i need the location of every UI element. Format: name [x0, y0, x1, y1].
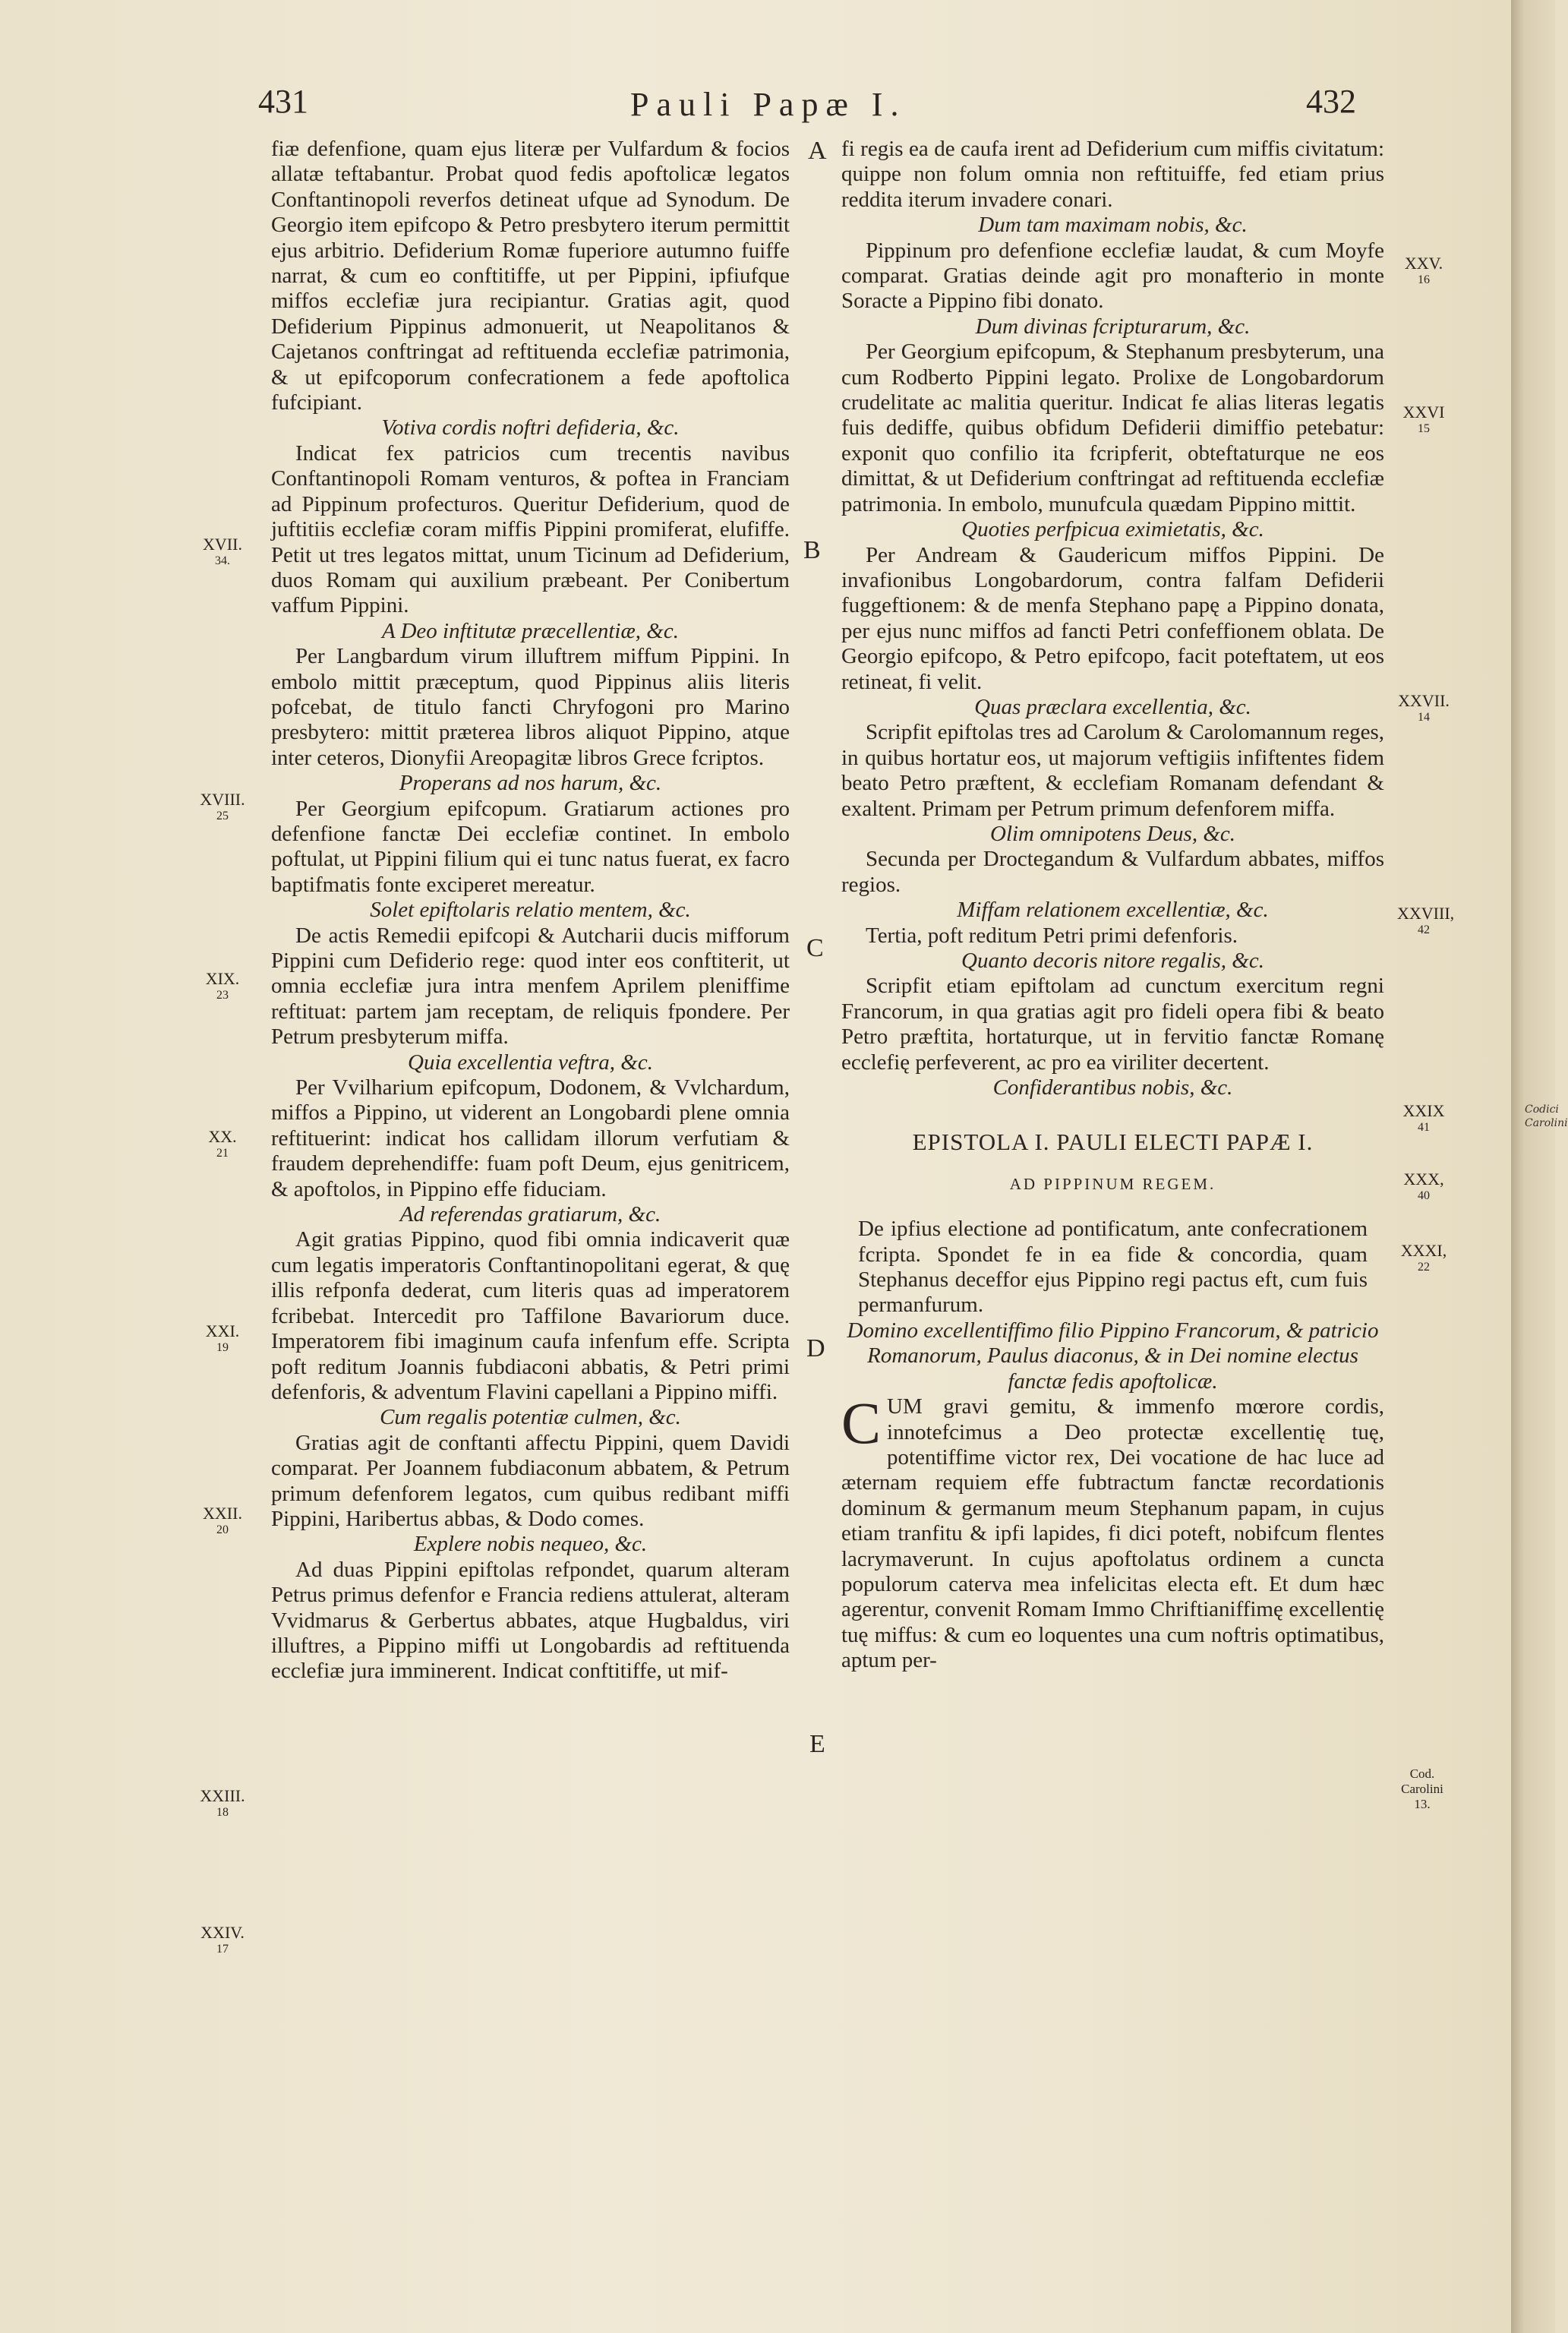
page-number-right: 432: [1306, 83, 1356, 120]
summary-paragraph: Pippinum pro defenfione ecclefiæ laudat, & cum Moyfe comparat. Gratias deinde agit pro monafterio in monte Soracte a Pippino fibi donato.: [841, 238, 1384, 314]
epistola-salutation: Domino excellentiffimo filio Pippino Francorum, & patricio Romanorum, Paulus diaconus, & in Dei nomine electus fanctæ fedis apoftolicæ.: [847, 1318, 1379, 1394]
margin-number: XXVI 15: [1402, 403, 1445, 435]
epistola-body: [841, 1390, 1384, 1673]
incipit: Olim omnipotens Deus, &c.: [990, 821, 1235, 846]
summary-paragraph: Gratias agit de conftanti affectu Pippini, quem Davidi comparat. Per Joannem fubdiaconum abbatem, & Petrum primum defenforem legatos, cum quibus redibant miffi Pippini, Haribertus abbas, & Dodo comes.: [271, 1430, 790, 1531]
margin-number: XIX. 23: [205, 969, 240, 1002]
margin-number: XX. 21: [208, 1127, 237, 1160]
incipit: Miffam relationem excellentiæ, &c.: [957, 898, 1269, 923]
margin-number: XXIX 41: [1402, 1101, 1445, 1134]
incipit: Quia excellentia veftra, &c.: [408, 1050, 653, 1075]
summary-paragraph: Ad duas Pippini epiftolas refpondet, quarum alteram Petrus primus defenfor e Francia rediens attulerat, alteram Vvidmarus & Gerbertus abbates, atque Hugbaldus, viri illuftres, a Pippino miffi ut Longobardis ad reftituenda ecclefiæ jura imminerent. Indicat conftitiffe, ut mif-: [271, 1557, 790, 1684]
incipit: Properans ad nos harum, &c.: [399, 771, 662, 796]
epistola-summary: De ipfius electione ad pontificatum, ante confecrationem fcripta. Spondet fe in ea fide & concordia, quam Stephanus deceffor ejus Pippino regi pactus eft, cum fuis permanfurum.: [858, 1217, 1368, 1318]
adjacent-page-edge: [1511, 0, 1568, 2333]
margin-number: XXXI, 22: [1400, 1241, 1447, 1274]
margin-number: XXII. 20: [203, 1504, 242, 1536]
incipit: Confiderantibus nobis, &c.: [992, 1075, 1233, 1100]
incipit: Quas præclara excellentia, &c.: [974, 694, 1251, 719]
margin-number: XXI. 19: [205, 1321, 240, 1354]
right-column: [841, 137, 1384, 1674]
incipit: Dum tam maximam nobis, &c.: [978, 213, 1248, 238]
section-letter-b: B: [803, 536, 821, 564]
incipit: Dum divinas fcripturarum, &c.: [975, 314, 1251, 339]
summary-paragraph: De actis Remedii epifcopi & Autcharii ducis mifforum Pippini cum Defiderio rege: quod inter eos conftiterit, ut omnia ecclefiæ jura intra menfem Aprilem pleniffime reftituat: partem jam receptam, de reliquis fpondere. Per Petrum presbyterum miffa.: [271, 923, 790, 1050]
incipit: A Deo inftitutæ præcellentiæ, &c.: [382, 618, 679, 643]
summary-paragraph: Per Andream & Gaudericum miffos Pippini. De invafionibus Longobardorum, contra falfam Defiderii fuggeftionem: & de menfa Stephano papę a Pippino donata, per ejus nunc miffos ad fancti Petri confeffionem oblata. De Georgio epifcopo, & Petro epifcopo, facit poteftatem, ut eos retineat, fi velit.: [841, 542, 1384, 694]
page-number-left: 431: [258, 83, 308, 120]
epistola-title: EPISTOLA I. PAULI ELECTI PAPÆ I.: [912, 1129, 1314, 1156]
section-letter-e: E: [809, 1730, 825, 1758]
section-letter-c: C: [806, 934, 824, 962]
incipit: Quanto decoris nitore regalis, &c.: [961, 949, 1264, 973]
running-head: [0, 82, 1511, 128]
drop-cap: C: [841, 1390, 882, 1457]
epistola-body-text: UM gravi gemitu, & immenfo mœrore cordis, innotefcimus a Deo protectæ excellentię tuę, potentiffime victor rex, Dei vocatione de hac luce ad æternam requiem effe fubtractum fanctæ recordationis dominum & germanum meum Stephanum papam, in cujus etiam tranfitu & ipfi lapides, fi dici poteft, nobifcum flentes lacrymaverunt. In cujus apoftolatus ordinem a cuncta populorum caterva mea infelicitas electa eft. Et dum hæc agerentur, convenit Romam Immo Chriftianiffimę excellentię tuę miffus: & cum eo loquentes una cum noftris optimatibus, aptum per-: [841, 1394, 1384, 1673]
margin-number: XVIII. 25: [200, 790, 245, 822]
adjacent-page-note: Codici Carolini: [1525, 1103, 1568, 1129]
incipit: Votiva cordis noftri defideria, &c.: [381, 415, 680, 440]
margin-number: XVII. 34.: [203, 535, 242, 567]
margin-number: XXV. 16: [1404, 254, 1443, 286]
margin-number: XXIV. 17: [200, 1923, 245, 1956]
margin-number: XXIII. 18: [200, 1786, 245, 1819]
margin-number: XXX, 40: [1403, 1170, 1444, 1202]
summary-paragraph: Per Langbardum virum illuftrem miffum Pippini. In embolo mittit præceptum, quod Pippinus aliis literis pofcebat, de titulo fancti Chryfogoni pro Marino presbytero: mittit præterea libros aliquot Pippino, atque inter ceteros, Dionyfii Areopagitæ libros Grece fcriptos.: [271, 644, 790, 770]
incipit: Solet epiftolaris relatio mentem, &c.: [370, 898, 691, 923]
summary-paragraph: Agit gratias Pippino, quod fibi omnia indicaverit quæ cum legatis imperatoris Conftantinopolitani egerat, & quę illis refponfa dederat, cum literis quas ad imperatorem fcribebat. Intercedit pro Taffilone Bavariorum duce. Imperatorem fibi imaginum caufa infenfum effe. Scripta poft reditum Joannis fubdiaconi abbatis, & Petri primi defenforis, & adventum Flavini capellani a Pippino miffi.: [271, 1227, 790, 1404]
summary-paragraph: Indicat fex patricios cum trecentis navibus Conftantinopoli Romam venturos, & poftea in Franciam ad Pippinum profecturos. Queritur Defiderium, quod de juftitiis ecclefiæ coram miffis Pippini promiferat, elufiffe. Petit ut tres legatos mittat, unum Ticinum ad Defiderium, duos Romam qui auxilium præbeant. Per Conibertum vaffum Pippini.: [271, 440, 790, 618]
continued-paragraph: fi regis ea de caufa irent ad Defiderium cum miffis civitatum: quippe non folum omnia non reftituiffe, fed etiam prius reddita iterum invadere conari.: [841, 137, 1384, 212]
incipit: Explere nobis nequeo, &c.: [413, 1532, 648, 1557]
left-column: [271, 137, 790, 1684]
summary-paragraph: Per Georgium epifcopum, & Stephanum presbyterum, una cum Rodberto Pippini legato. Prolixe de Longobardorum crudelitate ac malitia queritur. Indicat fe alias literas legatis fuis dediffe, quibus obfidum Defiderii dimiffio petebatur: exponit quo confilio ita fcripferit, obteftaturque ne eos dimittat, & ut Defiderium conftringat ad reftituenda ecclefiæ patrimonia. In embolo, munufcula quædam Pippino mittit.: [841, 339, 1384, 516]
section-letter-a: A: [808, 137, 827, 165]
continued-paragraph: fiæ defenfione, quam ejus literæ per Vulfardum & focios allatæ teftabantur. Probat quod fedis apoftolicæ legatos Conftantinopoli reverfos detineat ufque ad Synodum. De Georgio item epifcopo & Petro presbytero iterum permittit ejus arbitrio. Defiderium Romæ fuperiore autumno fuiffe narrat, & cum eo conftitiffe, ut per Pippini, ipfiufque miffos ecclefiæ jura recipiantur. Gratias agit, quod Defiderium Pippinus admonuerit, ut Neapolitanos & Cajetanos conftringat ad reftituenda ecclefiæ patrimonia, & ut epifcoporum confecrationem a fede apoftolica fufcipiant.: [271, 137, 790, 415]
epistola-subtitle: AD PIPPINUM REGEM.: [1009, 1174, 1216, 1193]
summary-paragraph: Tertia, poft reditum Petri primi defenforis.: [866, 923, 1238, 948]
margin-number: XXVIII, 42: [1397, 904, 1455, 936]
incipit: Ad referendas gratiarum, &c.: [399, 1202, 661, 1227]
summary-paragraph: Secunda per Droctegandum & Vulfardum abbates, miffos regios.: [841, 847, 1384, 897]
incipit: Cum regalis potentiæ culmen, &c.: [380, 1405, 681, 1430]
summary-paragraph: Scripfit epiftolas tres ad Carolum & Carolomannum reges, in quibus hortatur eos, ut majorum veftigiis infiftentes fidem beato Petro præftent, & ecclefiam Romanam defendant & exaltent. Primam per Petrum primum defenforem miffa.: [841, 720, 1384, 821]
margin-number: XXVII. 14: [1398, 691, 1450, 724]
running-title: Pauli Papæ I.: [630, 86, 907, 123]
summary-paragraph: Per Georgium epifcopum. Gratiarum actiones pro defenfione fanctæ Dei ecclefiæ continet. In embolo poftulat, ut Pippini filium qui ei tunc natus fuerat, ex facro baptifmatis fonte exciperet mereatur.: [271, 796, 790, 897]
summary-paragraph: Per Vvilharium epifcopum, Dodonem, & Vvlchardum, miffos a Pippino, ut viderent an Longobardi plene omnia reftituerint: indicat hos callidam illorum verfutiam & fraudem deprehendiffe: fuam poft Deum, ejus genitricem, & apoftolos, in Pippino effe fiduciam.: [271, 1075, 790, 1201]
section-letter-d: D: [806, 1334, 825, 1362]
incipit: Quoties perfpicua eximietatis, &c.: [961, 517, 1264, 542]
summary-paragraph: Scripfit etiam epiftolam ad cunctum exercitum regni Francorum, in qua gratias agit pro fideli opera fibi & beato Petro præftita, hortaturque, ut in fervitio fanctæ Romanę ecclefię perfeverent, ac pro ea viriliter decertent.: [841, 974, 1384, 1075]
codex-reference: Cod. Carolini 13.: [1401, 1766, 1443, 1811]
